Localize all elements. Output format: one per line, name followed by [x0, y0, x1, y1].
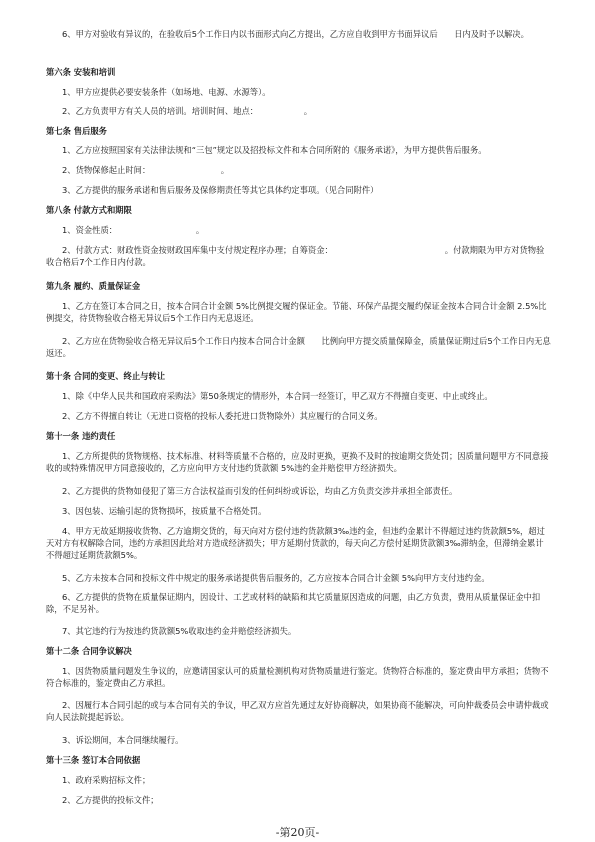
heading-article-6: 第六条 安装和培训 — [46, 67, 116, 77]
paragraph-13-2: 2、乙方提供的投标文件； — [62, 795, 159, 805]
paragraph-7-1: 1、乙方应按照国家有关法律法规和“三包”规定以及招投标文件和本合同所附的《服务承诺》，为甲方提供售后服务。 — [62, 145, 487, 155]
heading-article-13: 第十三条 签订本合同依据 — [46, 755, 141, 765]
heading-article-7: 第七条 售后服务 — [46, 126, 107, 136]
paragraph-10-1: 1、除《中华人民共和国政府采购法》第50条规定的情形外，本合同一经签订，甲乙双方不得擅自变更、中止或终止。 — [62, 391, 493, 401]
paragraph-acceptance-objection: 6、甲方对验收有异议的，在验收后5个工作日内以书面形式向乙方提出，乙方应自收到甲方书面异议后 日内及时予以解决。 — [62, 29, 529, 39]
heading-article-10: 第十条 合同的变更、终止与转让 — [46, 371, 166, 381]
paragraph-12-1: 1、因货物质量问题发生争议的，应邀请国家认可的质量检测机构对货物质量进行鉴定。货物符合标准的，鉴定费由甲方承担；货物不符合标准的，鉴定费由乙方承担。 — [46, 666, 549, 688]
paragraph-11-4: 4、甲方无故延期接收货物、乙方逾期交货的，每天向对方偿付违约货款额3‰违约金，但违约金累计不得超过违约货款额5%，超过 天对方有权解除合同，违约方承担因此给对方造成经济损失；甲方延期付货款的，每天向乙方偿付延期货款额3‰滞纳金，但滞纳金累计不得超过延期货款额5%。 — [46, 526, 562, 560]
paragraph-11-3: 3、因包装、运输引起的货物损坏，按质量不合格处罚。 — [62, 506, 267, 516]
paragraph-11-7: 7、其它违约行为按违约货款额5%收取违约金并赔偿经济损失。 — [62, 626, 297, 636]
heading-article-8: 第八条 付款方式和期限 — [46, 205, 132, 215]
paragraph-7-2: 2、货物保修起止时间： 。 — [62, 165, 230, 175]
paragraph-11-5: 5、乙方未按本合同和投标文件中规定的服务承诺提供售后服务的，乙方应按本合同合计金额 5%向甲方支付违约金。 — [62, 573, 490, 583]
paragraph-12-3: 3、诉讼期间，本合同继续履行。 — [62, 735, 184, 745]
paragraph-9-1: 1、乙方在签订本合同之日，按本合同合计金额 5%比例提交履约保证金。节能、环保产品提交履约保证金按本合同合计金额 2.5%比例提交，待货物验收合格无异议后5个工作日内无息返还。 — [46, 301, 547, 323]
heading-article-11: 第十一条 违约责任 — [46, 431, 116, 441]
heading-article-9: 第九条 履约、质量保证金 — [46, 281, 141, 291]
paragraph-11-1: 1、乙方所提供的货物规格、技术标准、材料等质量不合格的，应及时更换，更换不及时的按逾期交货处罚；因质量问题甲方不同意接收的或特殊情况甲方同意接收的，乙方应向甲方支付违约货款额 5%违约金并赔偿甲方经济损失。 — [46, 451, 549, 473]
paragraph-11-2: 2、乙方提供的货物如侵犯了第三方合法权益而引发的任何纠纷或诉讼，均由乙方负责交涉并承担全部责任。 — [62, 486, 458, 496]
paragraph-11-6: 6、乙方提供的货物在质量保证期内，因设计、工艺或材料的缺陷和其它质量原因造成的问题，由乙方负责，费用从质量保证金中扣除，不足另补。 — [46, 592, 541, 614]
paragraph-7-3: 3、乙方提供的服务承诺和售后服务及保修期责任等其它具体约定事项。（见合同附件） — [62, 185, 379, 195]
paragraph-9-2: 2、乙方应在货物验收合格无异议后5个工作日内按本合同合计金额 比例向甲方提交质量保障金，质量保证期过后5个工作日内无息返还。 — [46, 336, 551, 358]
paragraph-6-1: 1、甲方应提供必要安装条件（如场地、电源、水源等）。 — [62, 87, 271, 97]
paragraph-10-2: 2、乙方不得擅自转让（无进口资格的投标人委托进口货物除外）其应履行的合同义务。 — [62, 411, 383, 421]
heading-article-12: 第十二条 合同争议解决 — [46, 646, 132, 656]
page-number-footer: -第20页- — [275, 826, 320, 839]
paragraph-13-1: 1、政府采购招标文件； — [62, 775, 151, 785]
paragraph-12-2: 2、因履行本合同引起的或与本合同有关的争议，甲乙双方应首先通过友好协商解决，如果协商不能解决，可向仲裁委员会申请仲裁或向人民法院提起诉讼。 — [46, 700, 549, 722]
paragraph-6-2: 2、乙方负责甲方有关人员的培训。培训时间、地点： 。 — [62, 106, 313, 116]
paragraph-8-2: 2、付款方式：财政性资金按财政国库集中支付规定程序办理；自筹资金： 。付款期限为甲方对货物验收合格后7个工作日内付款。 — [46, 245, 545, 267]
paragraph-8-1: 1、资金性质： 。 — [62, 225, 205, 235]
